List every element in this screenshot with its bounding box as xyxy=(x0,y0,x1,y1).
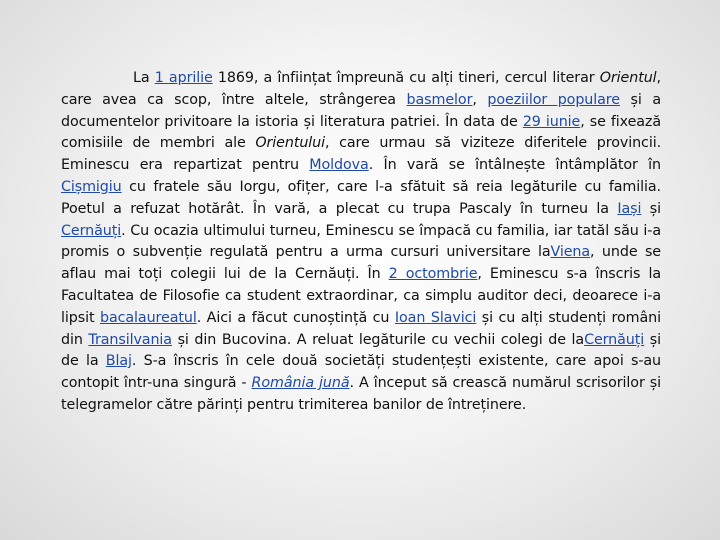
text-run: și de la xyxy=(61,331,661,370)
inline-link[interactable]: Ioan Slavici xyxy=(394,309,477,326)
inline-link[interactable]: Viena xyxy=(550,244,591,261)
text-run: și cu alți studenți români din xyxy=(61,309,661,348)
inline-link[interactable]: Blaj xyxy=(105,353,132,370)
text-run: . Cu ocazia ultimului turneu, Eminescu se împacă cu familia, iar tatăl său i-a promis o subvenție regulată pentru a urma cursuri universitare la xyxy=(61,222,661,261)
inline-link[interactable]: 1 aprilie xyxy=(154,70,213,86)
inline-link[interactable]: poeziilor populare xyxy=(487,91,620,108)
text-run: , care urmau să viziteze diferitele provincii. Eminescu era repartizat pentru xyxy=(61,135,662,174)
inline-link[interactable]: 2 octombrie xyxy=(388,266,478,283)
text-run: și a documentelor privitoare la istoria și literatura patriei. În data de xyxy=(61,91,661,130)
text-run: La xyxy=(133,70,155,86)
text-run: și din Bucovina. A reluat legăturile cu vechii colegi de la xyxy=(171,331,585,348)
text-run: cu fratele său Iorgu, ofițer, care l-a sfătuit să reia legăturile cu familia. Poetul a refuzat hotărât. În vară, a plecat cu trupa Pascaly în turneu la xyxy=(61,178,661,217)
text-run: 1869, a înființat împreună cu alți tineri, cercul literar xyxy=(212,70,600,86)
biography-paragraph xyxy=(61,68,661,417)
text-run: . Aici a făcut cunoștință cu xyxy=(196,309,395,326)
italic-text: Orientul xyxy=(599,70,657,86)
inline-link[interactable]: Cișmigiu xyxy=(61,178,122,195)
inline-link[interactable]: Cernăuți xyxy=(584,331,645,348)
inline-link[interactable]: Cernăuți xyxy=(61,222,122,239)
text-run: , se fixează comisiile de membri ale xyxy=(61,113,661,152)
inline-link[interactable]: Moldova xyxy=(309,157,369,174)
text-run: , care avea ca scop, între altele, strângerea xyxy=(61,70,661,108)
inline-link[interactable]: Iași xyxy=(617,200,642,217)
text-run: , Eminescu s-a înscris la Facultatea de Filosofie ca student extraordinar, ca simplu auditor deci, deoarece i-a lipsit xyxy=(61,266,661,326)
text-run: . În vară se întâlnește întâmplător în xyxy=(368,157,661,174)
inline-link[interactable]: bacalaureatul xyxy=(99,309,197,326)
text-run: și xyxy=(641,200,662,217)
text-run: . A început să crească numărul scrisorilor și telegramelor către părinți pentru trimiterea banilor de întreținere. xyxy=(61,375,661,413)
text-run: , unde se aflau mai toți colegii lui de la Cernăuți. În xyxy=(61,244,661,283)
inline-link[interactable]: România jună xyxy=(251,375,350,392)
inline-link[interactable]: Transilvania xyxy=(88,331,172,348)
text-run: . S-a înscris în cele două societăți studențești existente, care apoi s-au contopit într-una singură - xyxy=(61,353,661,392)
inline-link[interactable]: basmelor xyxy=(406,91,473,108)
document-page xyxy=(61,68,661,417)
inline-link[interactable]: 29 iunie xyxy=(522,113,581,130)
italic-text: Orientului xyxy=(255,135,326,152)
text-run: , xyxy=(472,91,488,108)
